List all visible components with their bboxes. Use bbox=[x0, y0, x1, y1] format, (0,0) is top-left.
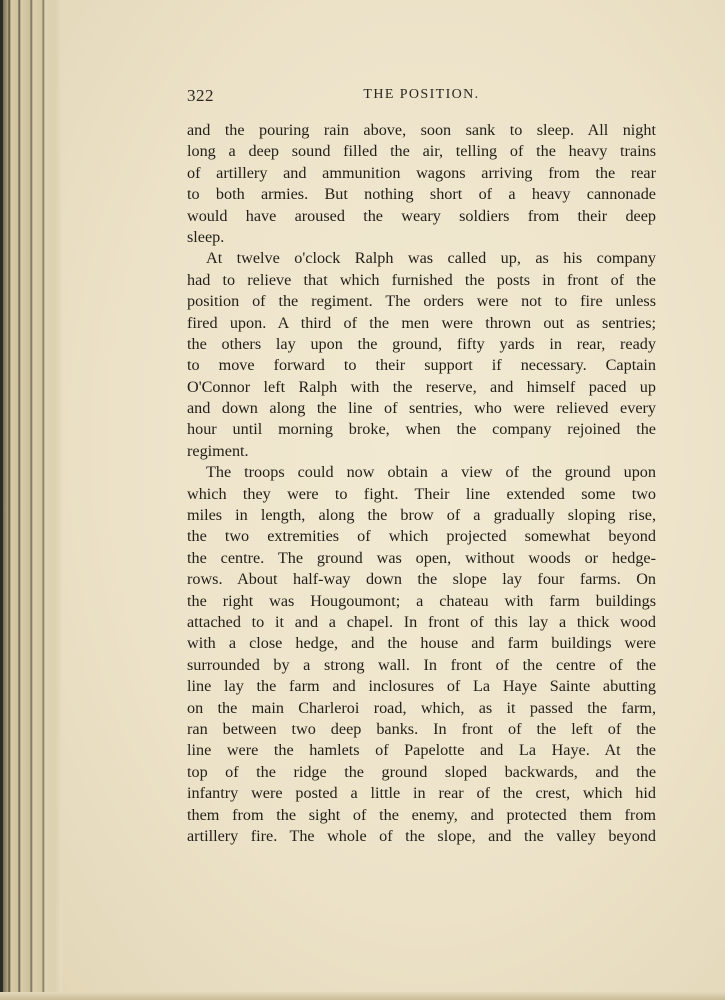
page-number: 322 bbox=[187, 86, 214, 105]
text-line: had to relieve that which furnished the posts in front of the bbox=[187, 270, 656, 289]
text-line: sleep. bbox=[187, 227, 225, 246]
text-line: them from the sight of the enemy, and protected them from bbox=[187, 805, 656, 824]
text-line: the two extremities of which projected somewhat beyond bbox=[187, 527, 656, 546]
text-line: At twelve o'clock Ralph was called up, as his company bbox=[206, 249, 656, 268]
text-line: O'Connor left Ralph with the reserve, and himself paced up bbox=[187, 377, 656, 396]
text-line: which they were to fight. Their line extended some two bbox=[187, 484, 656, 503]
text-line: of artillery and ammunition wagons arriving from the rear bbox=[187, 163, 656, 182]
text-line: rows. About half-way down the slope lay four farms. On bbox=[187, 570, 656, 589]
text-line: regiment. bbox=[187, 441, 249, 460]
text-line: artillery fire. The whole of the slope, and the valley beyond bbox=[187, 826, 656, 845]
text-line: infantry were posted a little in rear of the crest, which hid bbox=[187, 784, 656, 803]
text-line: the centre. The ground was open, without woods or hedge- bbox=[187, 548, 656, 567]
text-line: miles in length, along the brow of a gradually sloping rise, bbox=[187, 506, 656, 525]
text-line: top of the ridge the ground sloped backwards, and the bbox=[187, 762, 656, 781]
text-line: surrounded by a strong wall. In front of the centre of the bbox=[187, 655, 656, 674]
book-page-edges bbox=[0, 0, 62, 1000]
text-line: position of the regiment. The orders were not to fire unless bbox=[187, 292, 656, 311]
text-line: the right was Hougoumont; a chateau with farm buildings bbox=[187, 591, 656, 610]
text-line: line lay the farm and inclosures of La Haye Sainte abutting bbox=[187, 677, 656, 696]
text-line: long a deep sound filled the air, telling of the heavy trains bbox=[187, 142, 656, 161]
running-head: THE POSITION. bbox=[363, 87, 480, 102]
text-line: attached to it and a chapel. In front of this lay a thick wood bbox=[187, 612, 656, 631]
text-line: and the pouring rain above, soon sank to sleep. All night bbox=[187, 121, 656, 139]
text-line: the others lay upon the ground, fifty yards in rear, ready bbox=[187, 334, 656, 353]
text-line: The troops could now obtain a view of the ground upon bbox=[206, 463, 656, 482]
text-line: and down along the line of sentries, who were relieved every bbox=[187, 399, 656, 418]
text-line: fired upon. A third of the men were thrown out as sentries; bbox=[187, 313, 656, 332]
text-line: with a close hedge, and the house and farm buildings were bbox=[187, 634, 656, 653]
text-line: hour until morning broke, when the company rejoined the bbox=[187, 420, 656, 439]
text-line: to move forward to their support if necessary. Captain bbox=[187, 356, 656, 375]
body-text bbox=[187, 120, 656, 847]
text-line: on the main Charleroi road, which, as it passed the farm, bbox=[187, 698, 656, 717]
text-line: to both armies. But nothing short of a heavy cannonade bbox=[187, 185, 656, 204]
text-line: ran between two deep banks. In front of the left of the bbox=[187, 719, 656, 738]
text-line: would have aroused the weary soldiers from their deep bbox=[187, 206, 656, 225]
page-header bbox=[187, 86, 656, 108]
text-line: line were the hamlets of Papelotte and La Haye. At the bbox=[187, 741, 656, 760]
